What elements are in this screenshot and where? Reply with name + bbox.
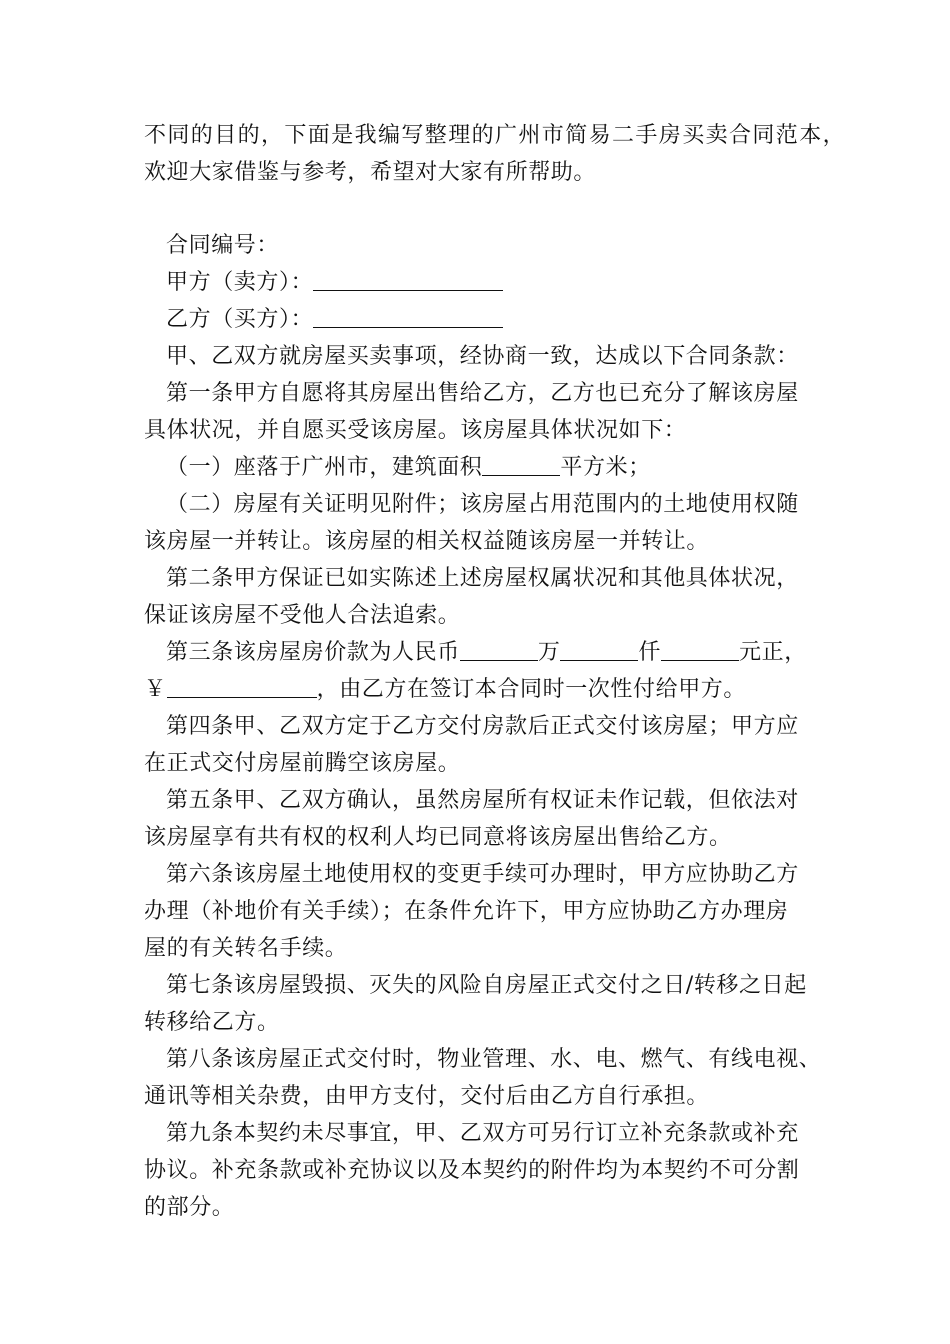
- article-7-line-1: 第七条该房屋毁损、灭失的风险自房屋正式交付之日/转移之日起: [166, 973, 807, 998]
- article-3-text-d: 元正，: [739, 640, 807, 665]
- intro-line-1: 不同的目的，下面是我编写整理的广州市简易二手房买卖合同范本，: [144, 123, 847, 148]
- article-3-line-2: [144, 671, 834, 708]
- article-6-line-1: 第六条该房屋土地使用权的变更手续可办理时，甲方应协助乙方: [166, 862, 799, 887]
- article-9-line-2: 协议。补充条款或补充协议以及本契约的附件均为本契约不可分割: [144, 1158, 800, 1183]
- article-5-line-2: 该房屋享有共有权的权利人均已同意将该房屋出售给乙方。: [144, 825, 732, 850]
- party-a-label: 甲方（卖方）：: [166, 270, 314, 295]
- article-9-line-3: 的部分。: [144, 1195, 235, 1220]
- article-8-line-2: 通讯等相关杂费，由甲方支付，交付后由乙方自行承担。: [144, 1084, 710, 1109]
- article-9-line-1: 第九条本契约未尽事宜，甲、乙双方可另行订立补充条款或补充: [166, 1121, 799, 1146]
- article-3-line-1: [144, 634, 834, 671]
- item-1-line: [144, 449, 834, 486]
- article-4-line-2: 在正式交付房屋前腾空该房屋。: [144, 751, 461, 776]
- article-7-line-2: 转移给乙方。: [144, 1010, 280, 1035]
- article-1-line-1: 第一条甲方自愿将其房屋出售给乙方，乙方也已充分了解该房屋: [166, 381, 799, 406]
- article-1-line-2: 具体状况，并自愿买受该房屋。该房屋具体状况如下：: [144, 418, 687, 443]
- area-blank: [482, 453, 560, 476]
- article-6-line-3: 屋的有关转名手续。: [144, 936, 348, 961]
- intro-line-2: 欢迎大家借鉴与参考，希望对大家有所帮助。: [144, 160, 597, 185]
- party-b-line: [144, 301, 834, 338]
- price-thousand-blank: [560, 638, 638, 661]
- document-body: [144, 117, 847, 1226]
- article-3-text-e: ，由乙方在签订本合同时一次性付给甲方。: [316, 677, 747, 702]
- item-1-prefix: （一）座落于广州市，建筑面积: [166, 455, 483, 480]
- article-3-text-a: 第三条该房屋房价款为人民币: [166, 640, 460, 665]
- item-2-line-2: 该房屋一并转让。该房屋的相关权益随该房屋一并转让。: [144, 529, 710, 554]
- party-b-label: 乙方（买方）：: [166, 307, 314, 332]
- article-4-line-1: 第四条甲、乙双方定于乙方交付房款后正式交付该房屋；甲方应: [166, 714, 799, 739]
- contract-number-label: 合同编号：: [166, 233, 280, 258]
- item-2-line-1: （二）房屋有关证明见附件；该房屋占用范围内的土地使用权随: [166, 492, 799, 517]
- article-3-text-b: 万: [537, 640, 561, 665]
- article-2-line-1: 第二条甲方保证已如实陈述上述房屋权属状况和其他具体状况，: [166, 566, 799, 591]
- article-3-text-c: 仟: [638, 640, 662, 665]
- article-8-line-1: 第八条该房屋正式交付时，物业管理、水、电、燃气、有线电视、: [166, 1047, 822, 1072]
- party-a-line: [144, 264, 834, 301]
- article-6-line-2: 办理（补地价有关手续）；在条件允许下，甲方应协助乙方办理房: [144, 899, 789, 924]
- yen-symbol: ￥: [144, 677, 167, 702]
- price-amount-blank: [167, 675, 317, 698]
- price-ten-thousand-blank: [460, 638, 538, 661]
- article-5-line-1: 第五条甲、乙双方确认，虽然房屋所有权证未作记载，但依法对: [166, 788, 799, 813]
- item-1-suffix: 平方米；: [560, 455, 651, 480]
- preamble: 甲、乙双方就房屋买卖事项，经协商一致，达成以下合同条款：: [166, 344, 799, 369]
- article-2-line-2: 保证该房屋不受他人合法追索。: [144, 603, 461, 628]
- party-a-blank: [313, 268, 503, 291]
- price-yuan-blank: [661, 638, 739, 661]
- party-b-blank: [313, 305, 503, 328]
